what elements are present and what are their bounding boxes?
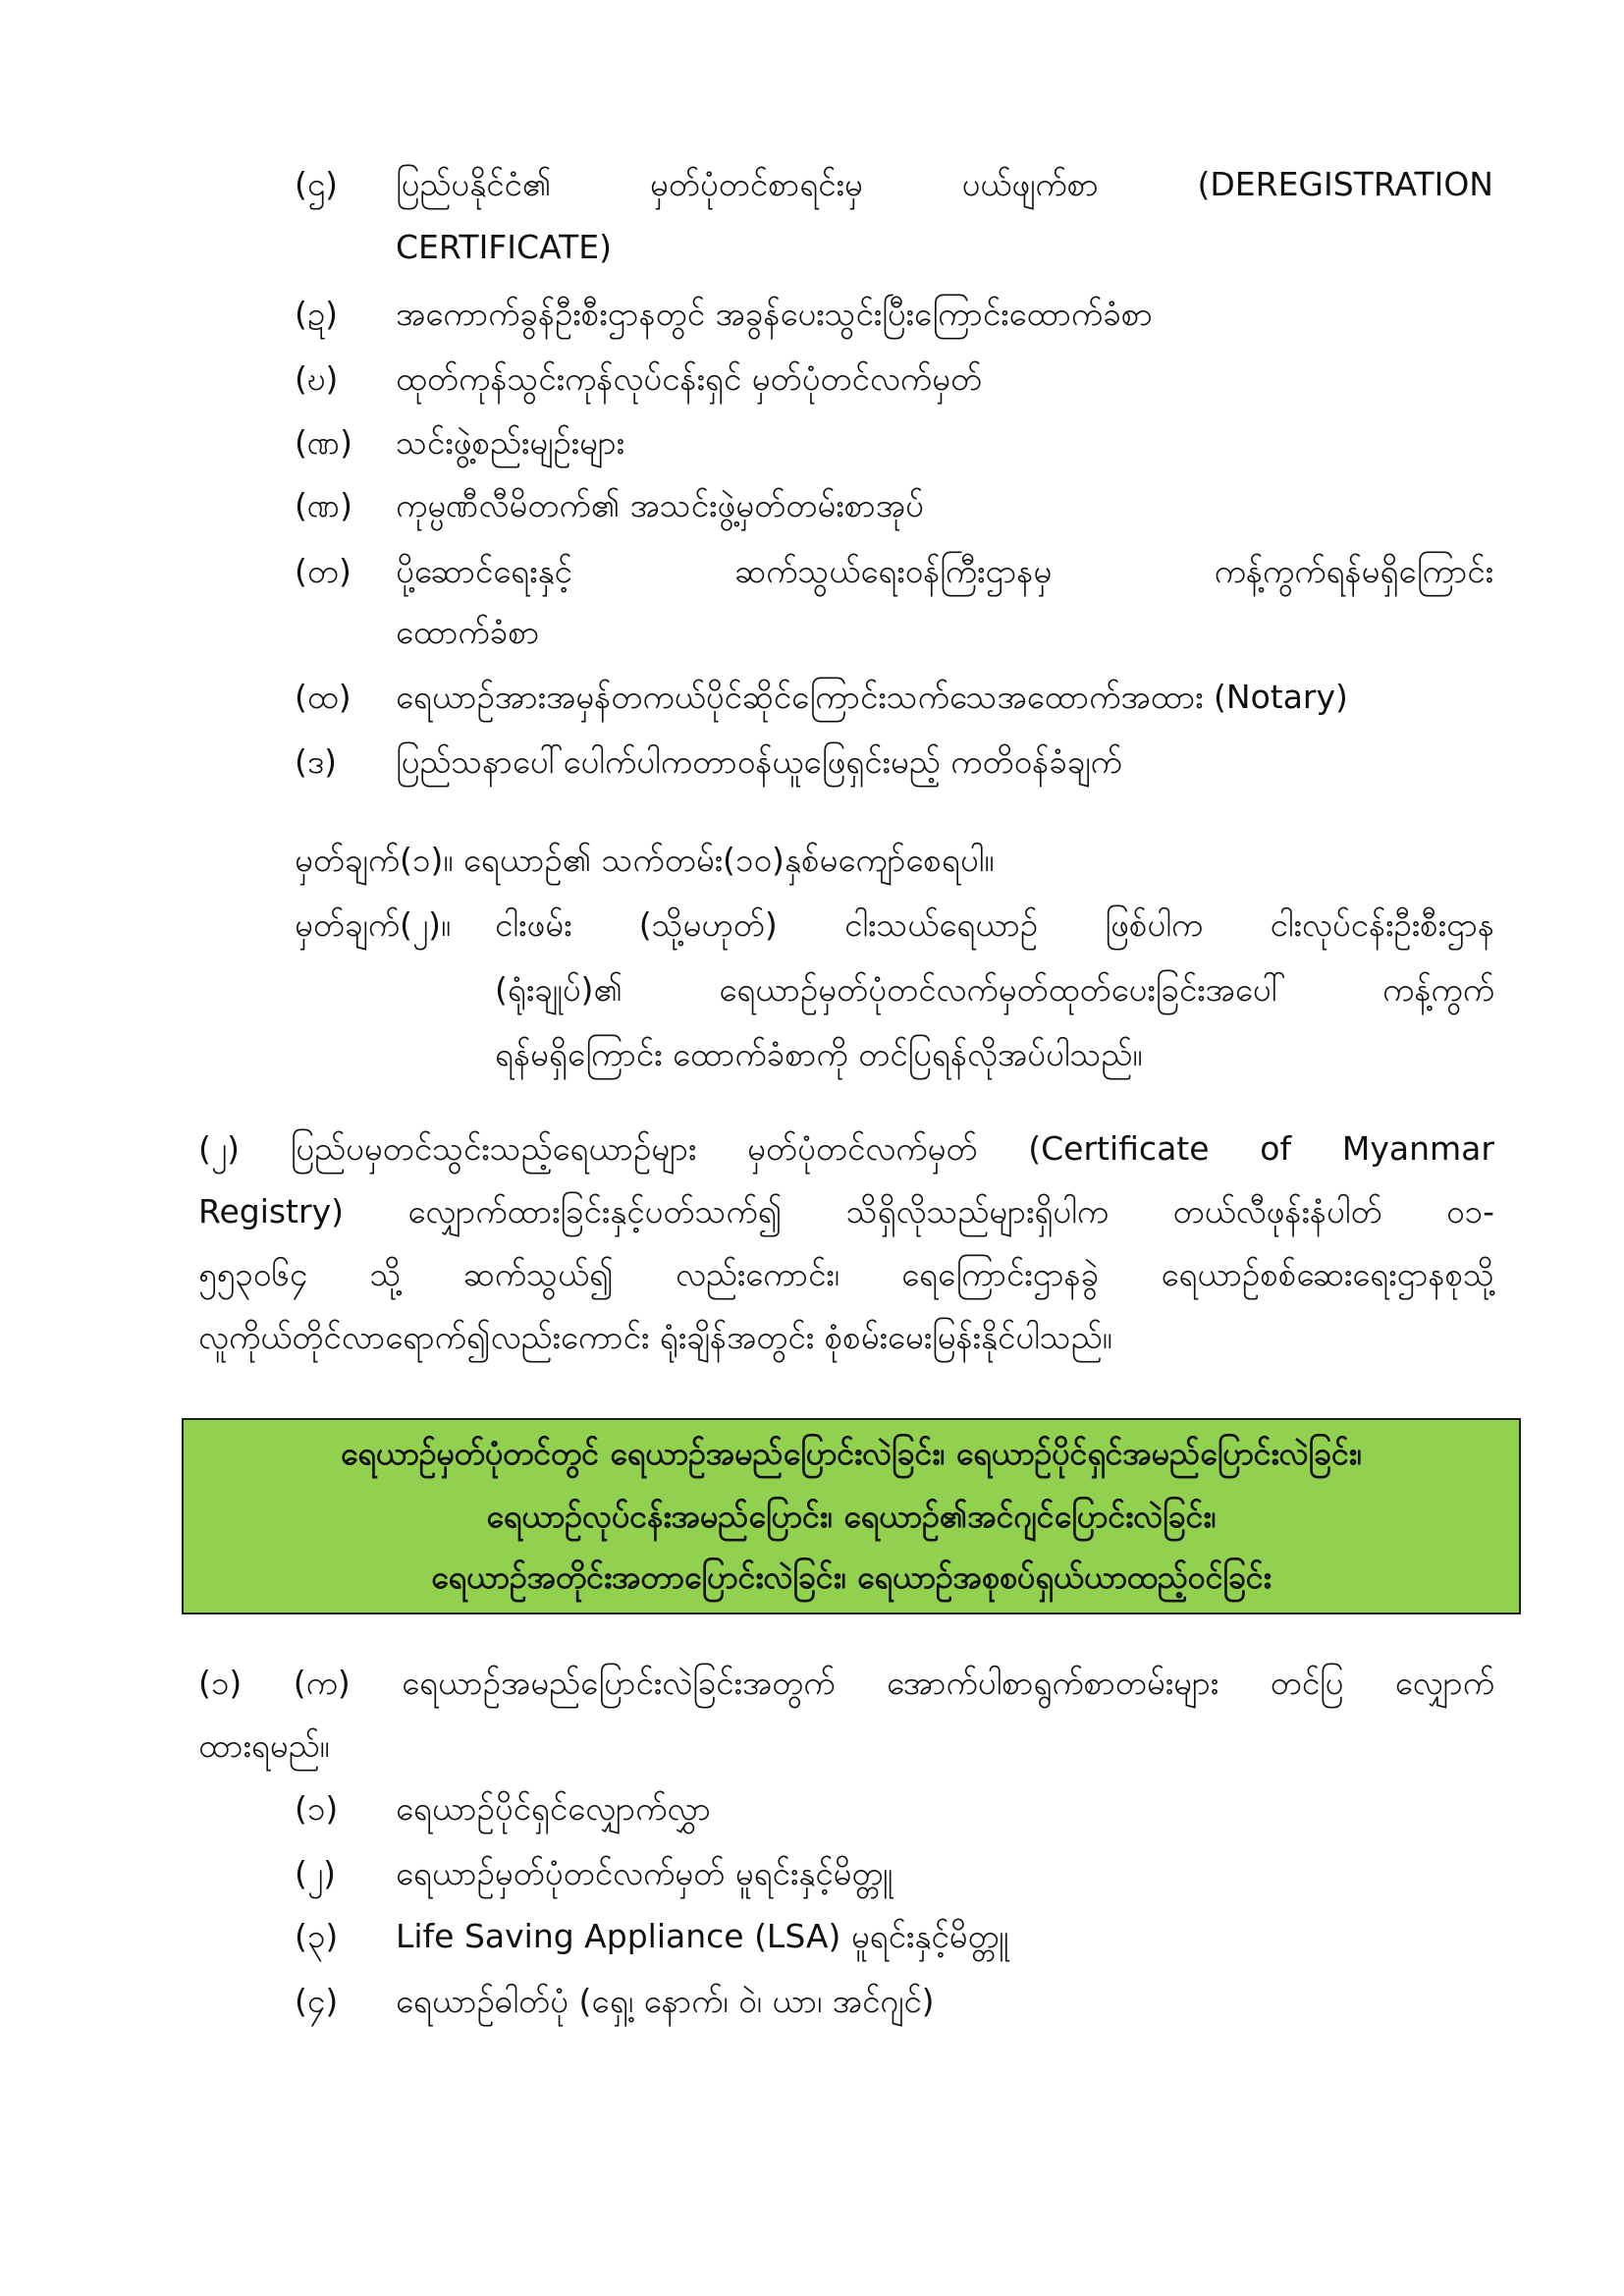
word: ကန့်ကွက်ရန်မရှိကြောင်း xyxy=(1214,552,1493,590)
note-2-line xyxy=(495,902,1494,949)
word: Registry) xyxy=(198,1192,344,1230)
banner-line: ရေယာဉ်လုပ်ငန်းအမည်ပြောင်း၊ ရေယာဉ်၏အင်ဂျင်ပြောင်းလဲခြင်း၊ xyxy=(486,1498,1217,1535)
word: မှတ်ပုံတင်စာရင်းမှ xyxy=(649,165,863,203)
word: ဆက်သွယ်ရေးဝန်ကြီးဌာနမှ xyxy=(734,552,1053,590)
word: (သို့မဟုတ်) xyxy=(638,905,778,944)
word: မှတ်ပုံတင်လက်မှတ် xyxy=(747,1129,978,1168)
word: (DEREGISTRATION xyxy=(1197,165,1493,203)
word: (က) xyxy=(293,1664,351,1702)
word: of xyxy=(1260,1129,1292,1168)
word: (ရုံးချုပ်)၏ xyxy=(495,970,623,1009)
list-item-number: (၁) xyxy=(295,1789,339,1828)
word: ငါးဖမ်း xyxy=(495,905,572,944)
list-item-number: (ဍ) xyxy=(295,295,339,333)
list-item-text: ရေယာဉ်အားအမှန်တကယ်ပိုင်ဆိုင်ကြောင်းသက်သေအထောက်အထား (Notary) xyxy=(396,678,1348,716)
list-item-number: (ဒ) xyxy=(295,742,337,781)
list-item-number: (ထ) xyxy=(295,678,352,716)
note-2-label: မှတ်ချက်(၂)။ xyxy=(295,905,452,944)
paragraph-line xyxy=(198,1125,1494,1173)
banner-line: ရေယာဉ်မှတ်ပုံတင်တွင် ရေယာဉ်အမည်ပြောင်းလဲခြင်း၊ ရေယာဉ်ပိုင်ရှင်အမည်ပြောင်းလဲခြင်း၊ xyxy=(340,1435,1363,1472)
word: ပြည်ပမှတင်သွင်းသည့်ရေယာဉ်များ xyxy=(290,1129,697,1168)
list-item-text: အကောက်ခွန်ဦးစီးဌာနတွင် အခွန်ပေးသွင်းပြီးကြောင်းထောက်ခံစာ xyxy=(396,295,1153,333)
word: ရေယာဉ်အမည်ပြောင်းလဲခြင်းအတွက် xyxy=(402,1664,836,1702)
section-intro-line: ထားရမည်။ xyxy=(198,1726,330,1765)
word: လျှောက် xyxy=(1394,1664,1494,1702)
note-2-line xyxy=(495,966,1494,1013)
list-item-text: CERTIFICATE) xyxy=(396,228,612,266)
word: လျှောက်ထားခြင်းနှင့်ပတ်သက်၍ xyxy=(407,1192,783,1230)
paragraph-line xyxy=(198,1251,1494,1298)
word: တယ်လီဖုန်းနံပါတ် xyxy=(1172,1192,1382,1230)
word: ငါးလုပ်ငန်းဦးစီးဌာန xyxy=(1270,905,1494,944)
word: အောက်ပါစာရွက်စာတမ်းများ xyxy=(886,1664,1219,1702)
word: ဖြစ်ပါက xyxy=(1105,905,1204,944)
list-item-text: ထောက်ခံစာ xyxy=(396,613,540,651)
word: ပို့ဆောင်ရေးနှင့် xyxy=(396,552,572,590)
word: Myanmar xyxy=(1341,1129,1494,1168)
note-1: မှတ်ချက်(၁)။ ရေယာဉ်၏ သက်တမ်း(၁၀)နှစ်မကျော်စေရပါ။ xyxy=(295,841,995,879)
word: (၂) xyxy=(198,1129,240,1168)
list-item-number: (ဎ) xyxy=(295,359,339,398)
paragraph-line: လူကိုယ်တိုင်လာရောက်၍လည်းကောင်း ရုံးချိန်အတွင်း စုံစမ်းမေးမြန်းနိုင်ပါသည်။ xyxy=(198,1318,1112,1356)
word: ရေယာဉ်မှတ်ပုံတင်လက်မှတ်ထုတ်ပေးခြင်းအပေါ် xyxy=(719,970,1286,1009)
word: သိရှိလိုသည်များရှိပါက xyxy=(845,1192,1110,1230)
list-item-number: (၂) xyxy=(295,1854,336,1892)
word: လည်းကောင်း၊ xyxy=(675,1255,839,1293)
word: ငါးသယ်ရေယာဉ် xyxy=(844,905,1039,944)
word: ၅၅၃၀၆၄ xyxy=(198,1255,308,1293)
list-item-number: (တ) xyxy=(295,552,352,590)
list-item-number: (၄) xyxy=(295,1982,339,2020)
word: ရေယာဉ်စစ်ဆေးရေးဌာနစုသို့ xyxy=(1161,1255,1494,1293)
list-item-text: သင်းဖွဲ့စည်းမျဉ်းများ xyxy=(396,423,625,462)
list-item-text: Life Saving Appliance (LSA) မူရင်းနှင့်မိတ္တူ xyxy=(396,1917,1009,1955)
word: ပယ်ဖျက်စာ xyxy=(961,165,1099,203)
list-item-text: ကုမ္ပဏီလီမိတက်၏ အသင်းဖွဲ့မှတ်တမ်းစာအုပ် xyxy=(396,486,924,524)
word: (၁) xyxy=(198,1664,243,1702)
list-item-text: ရေယာဉ်ပိုင်ရှင်လျှောက်လွှာ xyxy=(396,1789,711,1828)
section-intro-line xyxy=(198,1660,1494,1707)
section-heading-banner xyxy=(182,1418,1521,1614)
word: ကန့်ကွက် xyxy=(1382,970,1494,1009)
list-item-text: ရေယာဉ်ဓါတ်ပုံ (ရှေ့၊ နောက်၊ ဝဲ၊ ယာ၊ အင်ဂျင်) xyxy=(396,1982,935,2020)
list-item-number: (ဏ) xyxy=(295,486,353,524)
word: ဆက်သွယ်၍ xyxy=(462,1255,614,1293)
note-2-line: ရန်မရှိကြောင်း ထောက်ခံစာကို တင်ပြရန်လိုအပ်ပါသည်။ xyxy=(495,1035,1143,1073)
list-item-text: ရေယာဉ်မှတ်ပုံတင်လက်မှတ် မူရင်းနှင့်မိတ္တူ xyxy=(396,1854,893,1892)
word: တင်ပြ xyxy=(1270,1664,1344,1702)
word: ရေကြောင်းဌာနခွဲ xyxy=(901,1255,1100,1293)
word: (Certificate xyxy=(1028,1129,1210,1168)
list-item-text xyxy=(396,548,1493,595)
list-item-number: (၃) xyxy=(295,1917,339,1955)
word: သို့ xyxy=(369,1255,402,1293)
word: ၀၁- xyxy=(1445,1192,1494,1230)
list-item-number: (ဏ) xyxy=(295,423,353,462)
paragraph-line xyxy=(198,1188,1494,1235)
list-item-number: (ဌ) xyxy=(295,165,339,203)
banner-line: ရေယာဉ်အတိုင်းအတာပြောင်းလဲခြင်း၊ ရေယာဉ်အစုစပ်ရှယ်ယာထည့်ဝင်ခြင်း xyxy=(431,1558,1272,1596)
list-item-text: ပြည်သနာပေါ်ပေါက်ပါကတာဝန်ယူဖြေရှင်းမည့် ကတိဝန်ခံချက် xyxy=(396,742,1122,781)
list-item-text: ထုတ်ကုန်သွင်းကုန်လုပ်ငန်းရှင် မှတ်ပုံတင်လက်မှတ် xyxy=(396,359,983,398)
word: ပြည်ပနိုင်ငံ၏ xyxy=(396,165,552,203)
list-item-text xyxy=(396,161,1493,208)
